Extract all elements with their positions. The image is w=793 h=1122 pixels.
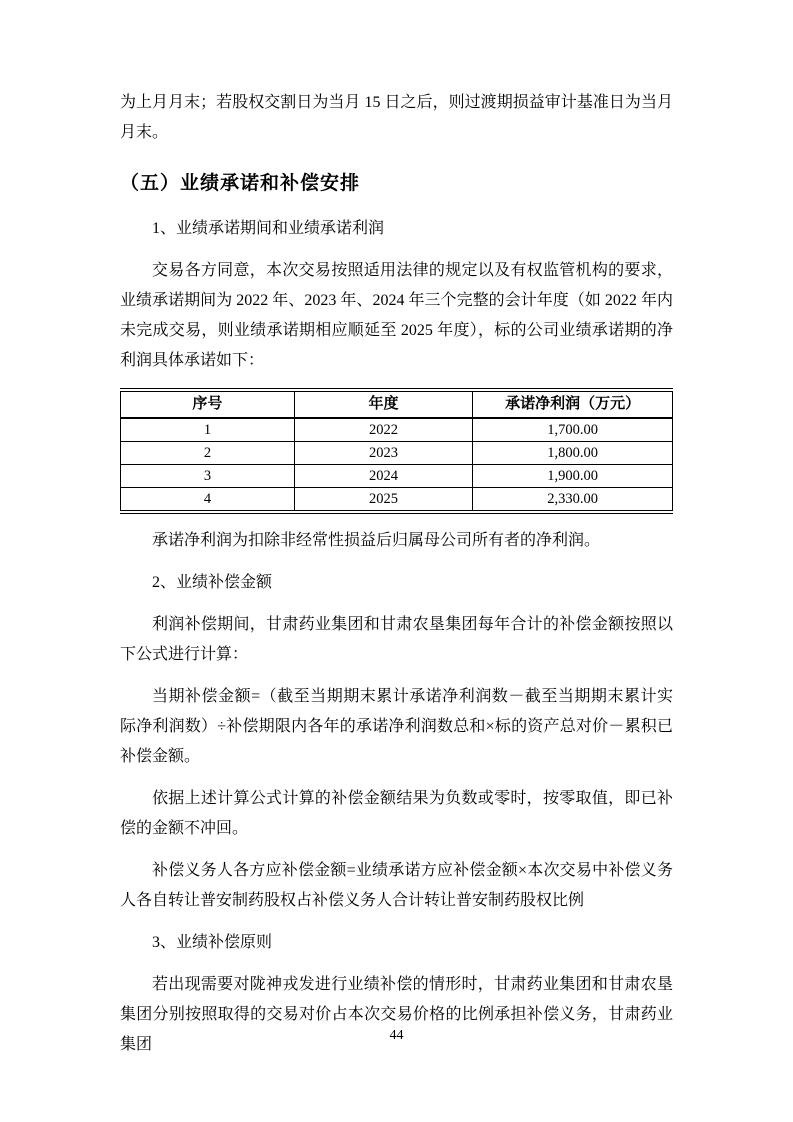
subsection-2-title: 2、业绩补偿金额 — [152, 574, 273, 591]
table-row — [121, 465, 673, 488]
table-cell-profit: 1,800.00 — [473, 442, 673, 465]
table-header-profit: 承诺净利润（万元） — [473, 390, 673, 418]
table-cell-seq: 1 — [121, 418, 295, 442]
table-cell-seq: 4 — [121, 488, 295, 513]
table-header-row — [121, 390, 673, 418]
page-number: 44 — [389, 1028, 404, 1043]
table-cell-profit: 1,900.00 — [473, 465, 673, 488]
compensation-formula-paragraph: 当期补偿金额=（截至当期期末累计承诺净利润数－截至当期期末累计实际净利润数）÷补偿期限内各年的承诺净利润数总和×标的资产总对价－累积已补偿金额。 — [120, 688, 673, 765]
obligor-share-formula-paragraph: 补偿义务人各方应补偿金额=业绩承诺方应补偿金额×本次交易中补偿义务人各自转让普安制药股权占补偿义务人合计转让普安制药股权比例 — [120, 862, 673, 909]
commitment-period-paragraph: 交易各方同意，本次交易按照适用法律的规定以及有权监管机构的要求，业绩承诺期间为 2022 年、2023 年、2024 年三个完整的会计年度（如 2022 年内未完成交易，则业绩承诺期相应顺延至 2025 年度），标的公司业绩承诺期的净利润具体承诺如下： — [120, 262, 673, 369]
table-cell-seq: 2 — [121, 442, 295, 465]
table-cell-seq: 3 — [121, 465, 295, 488]
table-cell-profit: 2,330.00 — [473, 488, 673, 513]
table-cell-year: 2025 — [294, 488, 472, 513]
subsection-1-title: 1、业绩承诺期间和业绩承诺利润 — [152, 220, 385, 237]
table-header-seq: 序号 — [121, 390, 295, 418]
table-row — [121, 442, 673, 465]
subsection-3-title: 3、业绩补偿原则 — [152, 934, 273, 951]
table-header-year: 年度 — [294, 390, 472, 418]
promised-net-profit-table — [120, 388, 673, 514]
table-cell-year: 2022 — [294, 418, 472, 442]
table-row — [121, 488, 673, 513]
table-cell-profit: 1,700.00 — [473, 418, 673, 442]
table-note-paragraph: 承诺净利润为扣除非经常性损益后归属母公司所有者的净利润。 — [152, 532, 601, 549]
table-cell-year: 2024 — [294, 465, 472, 488]
negative-result-rule-paragraph: 依据上述计算公式计算的补偿金额结果为负数或零时，按零取值，即已补偿的金额不冲回。 — [120, 790, 673, 837]
table-cell-year: 2023 — [294, 442, 472, 465]
section-heading: （五）业绩承诺和补偿安排 — [120, 173, 361, 194]
table-row — [121, 418, 673, 442]
compensation-calc-intro-paragraph: 利润补偿期间，甘肃药业集团和甘肃农垦集团每年合计的补偿金额按照以下公式进行计算： — [120, 616, 673, 663]
continuation-paragraph: 为上月月末；若股权交割日为当月 15 日之后，则过渡期损益审计基准日为当月月末。 — [120, 94, 673, 141]
compensation-principle-paragraph: 若出现需要对陇神戎发进行业绩补偿的情形时，甘肃药业集团和甘肃农垦集团分别按照取得的交易对价占本次交易价格的比例承担补偿义务，甘肃药业集团 — [120, 976, 673, 1053]
